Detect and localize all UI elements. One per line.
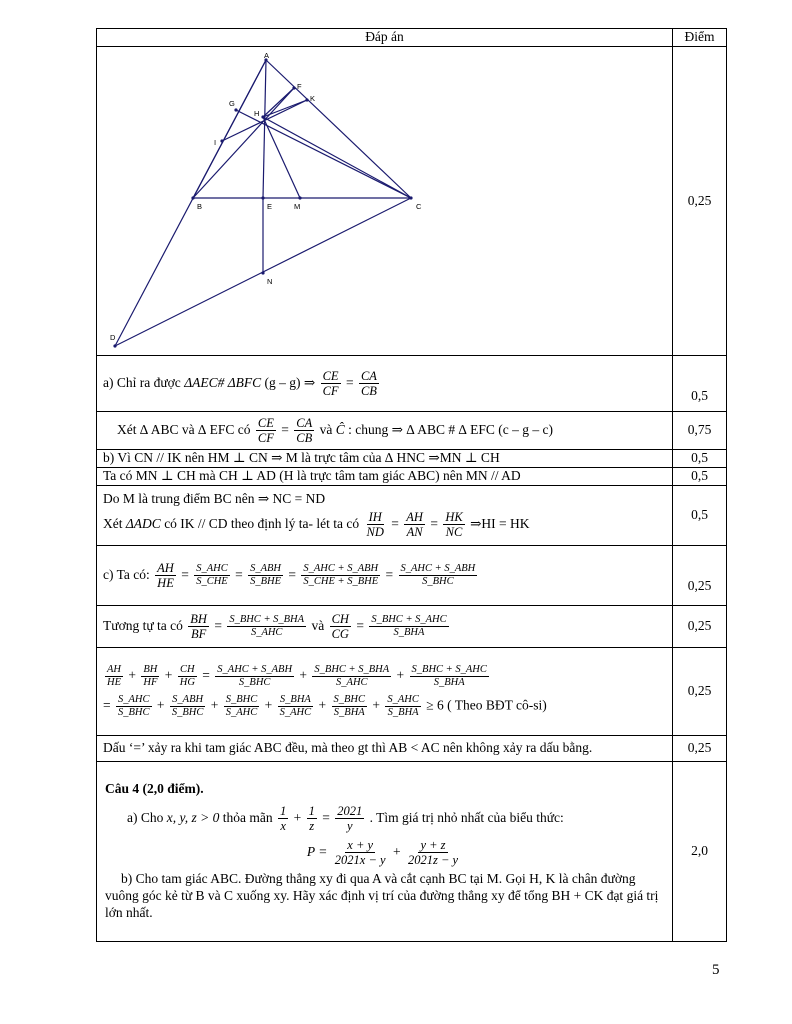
row-part-b-2: Ta có MN ⊥ CH mà CH ⊥ AD (H là trực tâm tam giác ABC) nên MN // AD (97, 468, 673, 486)
header-answer: Đáp án (97, 29, 673, 47)
score-equality: 0,25 (673, 736, 727, 762)
score-part-a: 0,5 (673, 356, 727, 412)
row-equality: Dấu ‘=’ xảy ra khi tam giác ABC đều, mà theo gt thì AB < AC nên không xảy ra dấu bằng. (97, 736, 673, 762)
row-part-b-3: Do M là trung điểm BC nên ⇒ NC = ND Xét ΔADC có IK // CD theo định lý ta- lét ta có $\frac{IH}{ND}$ = $\frac{AH}{AN}$ = $\frac{HK}{NC}$ ⇒HI = HK (97, 486, 673, 546)
row-part-c-1: c) Ta có: $\frac{AH}{HE}$ = S_AHC S_CHE = S_ABH S_BHE = S_AHC + S_ABH S_CHE + S_BHE = S_AHC + S_ABH S_BHC (97, 546, 673, 606)
point-label-i: I (214, 138, 217, 147)
score-similar: 0,75 (673, 412, 727, 450)
sum-line-2: = S_AHC S_BHC + S_ABH S_BHC + S_BHC S_AHC + S_BHA S_AHC + S_BHC S_BHA + S_AHC S_BHA ≥ 6 ( Theo BĐT cô-si) (103, 693, 547, 718)
point-label-m: M (294, 202, 301, 211)
point-label-g: G (229, 99, 235, 108)
answer-table (96, 28, 727, 942)
row-part-b-1: b) Vì CN // IK nên HM ⊥ CN ⇒ M là trực tâm của ∆ HNC ⇒MN ⊥ CH (97, 450, 673, 468)
point-label-n: N (267, 277, 273, 286)
score-question-4: 2,0 (673, 762, 727, 942)
score-figure: 0,25 (673, 47, 727, 356)
score-part-c-2: 0,25 (673, 606, 727, 648)
point-label-h: H (254, 109, 260, 118)
point-label-k: K (310, 94, 316, 103)
score-part-b-1: 0,5 (673, 450, 727, 468)
sum-line-1: $\frac{AH}{HE}$ + $\frac{BH}{HF}$ + $\frac{CH}{HG}$ = S_AHC + S_ABH S_BHC + S_BHC + S_BHA S_AHC + S_BHC + S_AHC S_BHA (107, 664, 487, 689)
question-4-title: Câu 4 (2,0 điểm). (105, 781, 204, 796)
geometry-figure-cell (97, 47, 673, 356)
row-part-a: a) Chỉ ra được ΔAEC# ΔBFC (g – g) ⇒ $\frac{CE}{CF}$ = $\frac{CA}{CB}$ (97, 356, 673, 412)
header-score: Điểm (673, 29, 727, 47)
point-label-d: D (110, 333, 116, 342)
page-number: 5 (712, 962, 720, 978)
row-similar-triangles: Xét ∆ ABC và ∆ EFC có $\frac{CE}{CF}$ = $\frac{CA}{CB}$ và Ĉ : chung ⇒ ∆ ABC # ∆ EFC (c – g – c) (97, 412, 673, 450)
point-label-c: C (416, 202, 422, 211)
question-4-b: b) Cho tam giác ABC. Đường thẳng xy đi qua A và cắt cạnh BC tại M. Gọi H, K là chân đường vuông góc kẻ từ B và C xuống xy. Hãy xác định vị trí của đường thẳng xy để tổng BH + CK đạt giá trị lớn nhất. (105, 871, 659, 921)
question-4-a: a) Cho x, y, z > 0 thỏa mãn $\frac{1}{x}$ + $\frac{1}{z}$ = $\frac{2021}{y}$ . Tìm giá trị nhỏ nhất của biểu thức: (127, 803, 564, 834)
question-4 (97, 762, 673, 942)
point-label-f: F (297, 82, 302, 91)
point-label-e: E (267, 202, 273, 211)
row-part-c-2: Tương tự ta có $\frac{BH}{BF}$ = S_BHC + S_BHA S_AHC và $\frac{CH}{CG}$ = S_BHC + S_AHC S_BHA (97, 606, 673, 648)
row-part-c-3 (97, 648, 673, 736)
geometry-figure (97, 47, 673, 355)
point-label-b: B (197, 202, 203, 211)
point-label-a: A (264, 51, 270, 60)
question-4-p-expression: P = $\frac{x + y}{2021x - y}$ + $\frac{y + z}{2021z - y}$ (306, 837, 459, 867)
score-part-b-2: 0,5 (673, 468, 727, 486)
score-part-c-1: 0,25 (673, 546, 727, 606)
score-part-b-3: 0,5 (673, 486, 727, 546)
score-part-c-3: 0,25 (673, 648, 727, 736)
